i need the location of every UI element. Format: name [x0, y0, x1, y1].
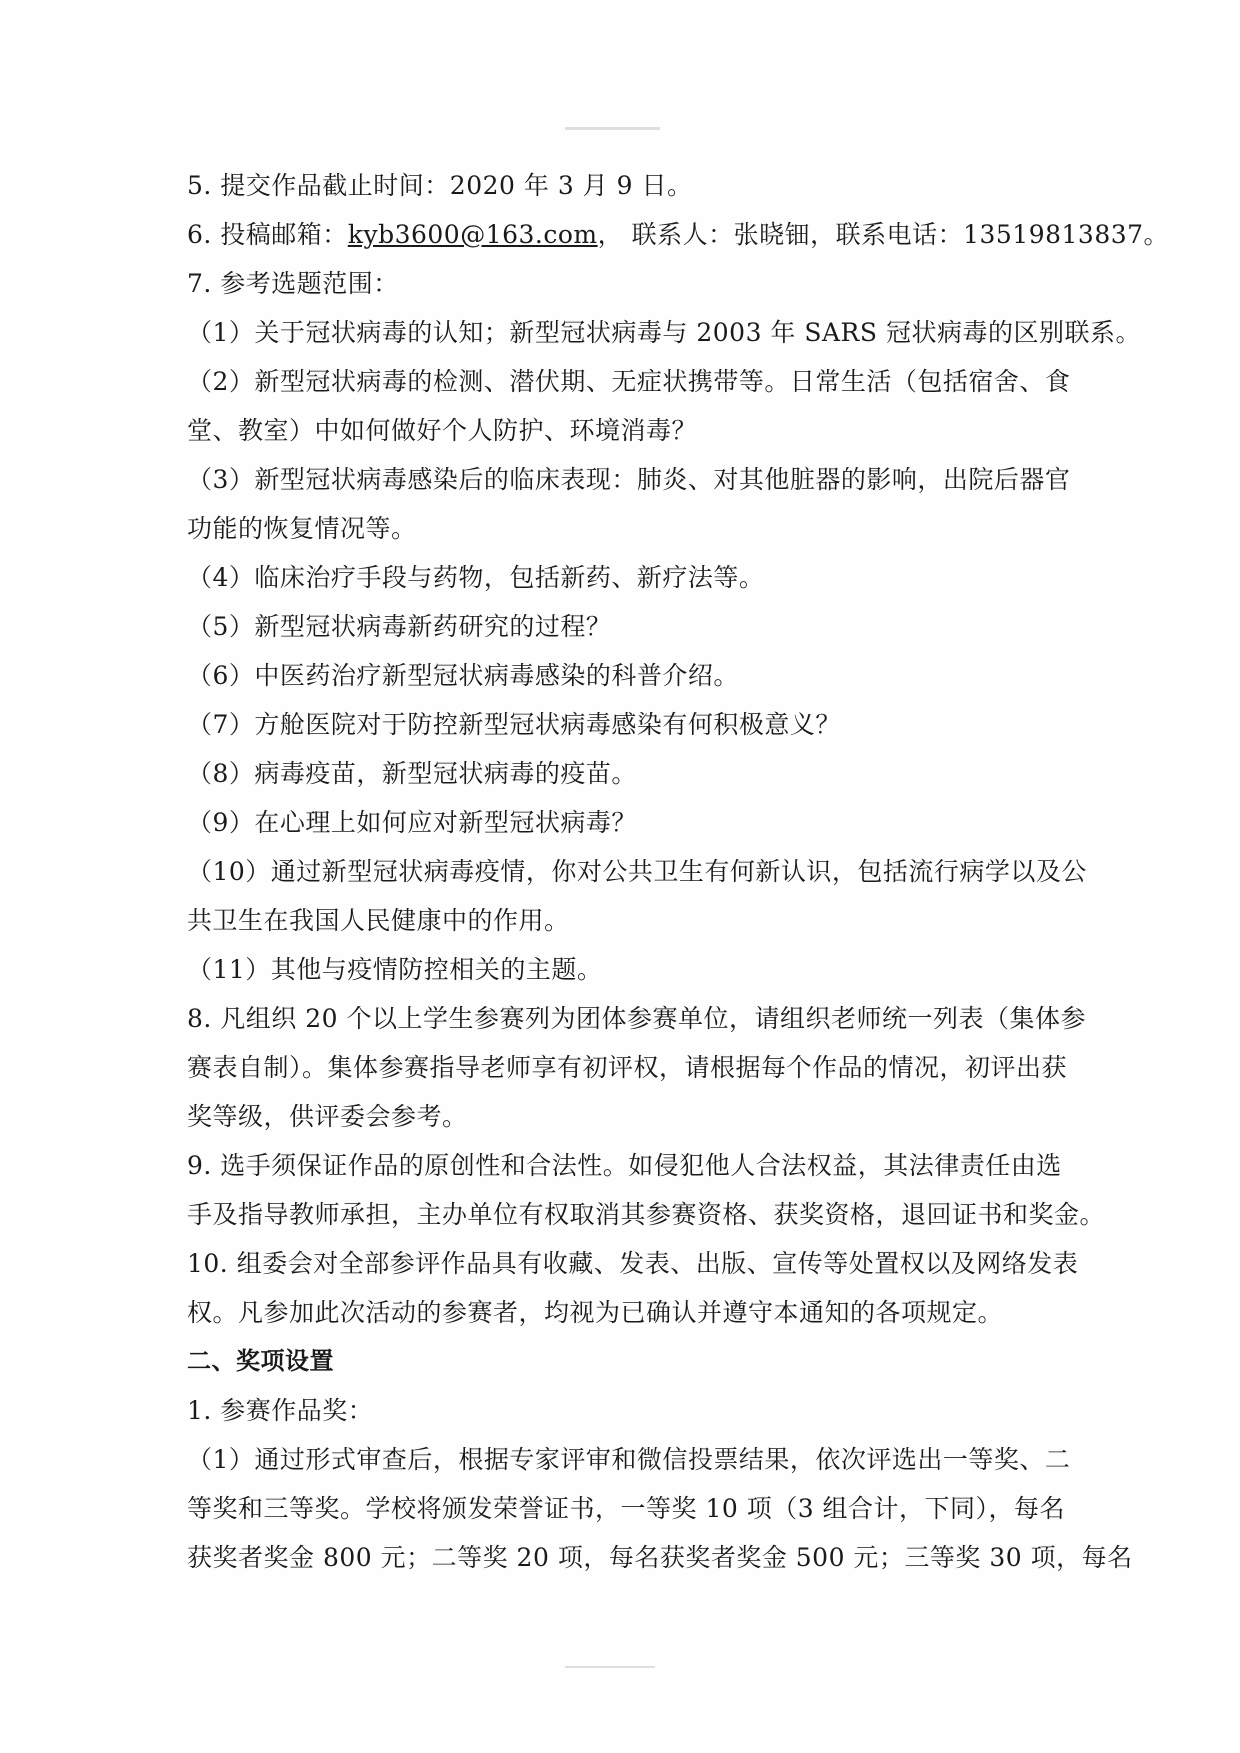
- rule-8: 8. 凡组织 20 个以上学生参赛列为团体参赛单位，请组织老师统一列表（集体参: [187, 1004, 1087, 1033]
- award-detail-2: 等奖和三等奖。学校将颁发荣誉证书，一等奖 10 项（3 组合计，下同），每名: [187, 1494, 1066, 1523]
- section-heading-awards: 二、奖项设置: [187, 1347, 334, 1375]
- email-link[interactable]: kyb3600@163.com: [347, 220, 598, 249]
- topic-5: （5）新型冠状病毒新药研究的过程？: [187, 612, 612, 641]
- contact-line: [187, 210, 1170, 259]
- topic-3-cont: 功能的恢复情况等。: [187, 514, 417, 543]
- scan-artifact-top: [565, 127, 660, 130]
- rule-9: 9. 选手须保证作品的原创性和合法性。如侵犯他人合法权益，其法律责任由选: [187, 1151, 1062, 1180]
- topic-1: （1）关于冠状病毒的认知；新型冠状病毒与 2003 年 SARS 冠状病毒的区别联系。: [187, 318, 1141, 347]
- topic-7: （7）方舱医院对于防控新型冠状病毒感染有何积极意义？: [187, 710, 841, 739]
- topic-6: （6）中医药治疗新型冠状病毒感染的科普介绍。: [187, 661, 739, 690]
- deadline-line: 5. 提交作品截止时间：2020 年 3 月 9 日。: [187, 171, 693, 200]
- scan-artifact-bottom: [565, 1666, 655, 1668]
- topic-10: （10）通过新型冠状病毒疫情，你对公共卫生有何新认识，包括流行病学以及公: [187, 857, 1087, 886]
- topic-9: （9）在心理上如何应对新型冠状病毒？: [187, 808, 637, 837]
- rule-10: 10. 组委会对全部参评作品具有收藏、发表、出版、宣传等处置权以及网络发表: [187, 1249, 1079, 1278]
- topic-3: （3）新型冠状病毒感染后的临床表现：肺炎、对其他脏器的影响，出院后器官: [187, 465, 1071, 494]
- award-detail-3: 获奖者奖金 800 元；二等奖 20 项，每名获奖者奖金 500 元；三等奖 30 项，每名: [187, 1543, 1133, 1572]
- topic-2: （2）新型冠状病毒的检测、潜伏期、无症状携带等。日常生活（包括宿舍、食: [187, 367, 1071, 396]
- topic-10-cont: 共卫生在我国人民健康中的作用。: [187, 906, 570, 935]
- award-detail-1: （1）通过形式审查后，根据专家评审和微信投票结果，依次评选出一等奖、二: [187, 1445, 1071, 1474]
- contact-suffix: ， 联系人：张晓钿，联系电话：13519813837。: [597, 220, 1170, 249]
- rule-8-cont-2: 奖等级，供评委会参考。: [187, 1102, 468, 1131]
- topic-11: （11）其他与疫情防控相关的主题。: [187, 955, 603, 984]
- topics-heading: 7. 参考选题范围：: [187, 269, 399, 298]
- rule-10-cont: 权。凡参加此次活动的参赛者，均视为已确认并遵守本通知的各项规定。: [187, 1298, 1004, 1327]
- document-body: [187, 161, 1170, 1582]
- topic-4: （4）临床治疗手段与药物，包括新药、新疗法等。: [187, 563, 765, 592]
- rule-8-cont-1: 赛表自制）。集体参赛指导老师享有初评权，请根据每个作品的情况，初评出获: [187, 1053, 1068, 1082]
- award-item-1: 1. 参赛作品奖：: [187, 1396, 374, 1425]
- topic-2-cont: 堂、教室）中如何做好个人防护、环境消毒？: [187, 416, 698, 445]
- topic-8: （8）病毒疫苗，新型冠状病毒的疫苗。: [187, 759, 637, 788]
- contact-prefix: 6. 投稿邮箱：: [187, 220, 348, 249]
- rule-9-cont: 手及指导教师承担，主办单位有权取消其参赛资格、获奖资格，退回证书和奖金。: [187, 1200, 1106, 1229]
